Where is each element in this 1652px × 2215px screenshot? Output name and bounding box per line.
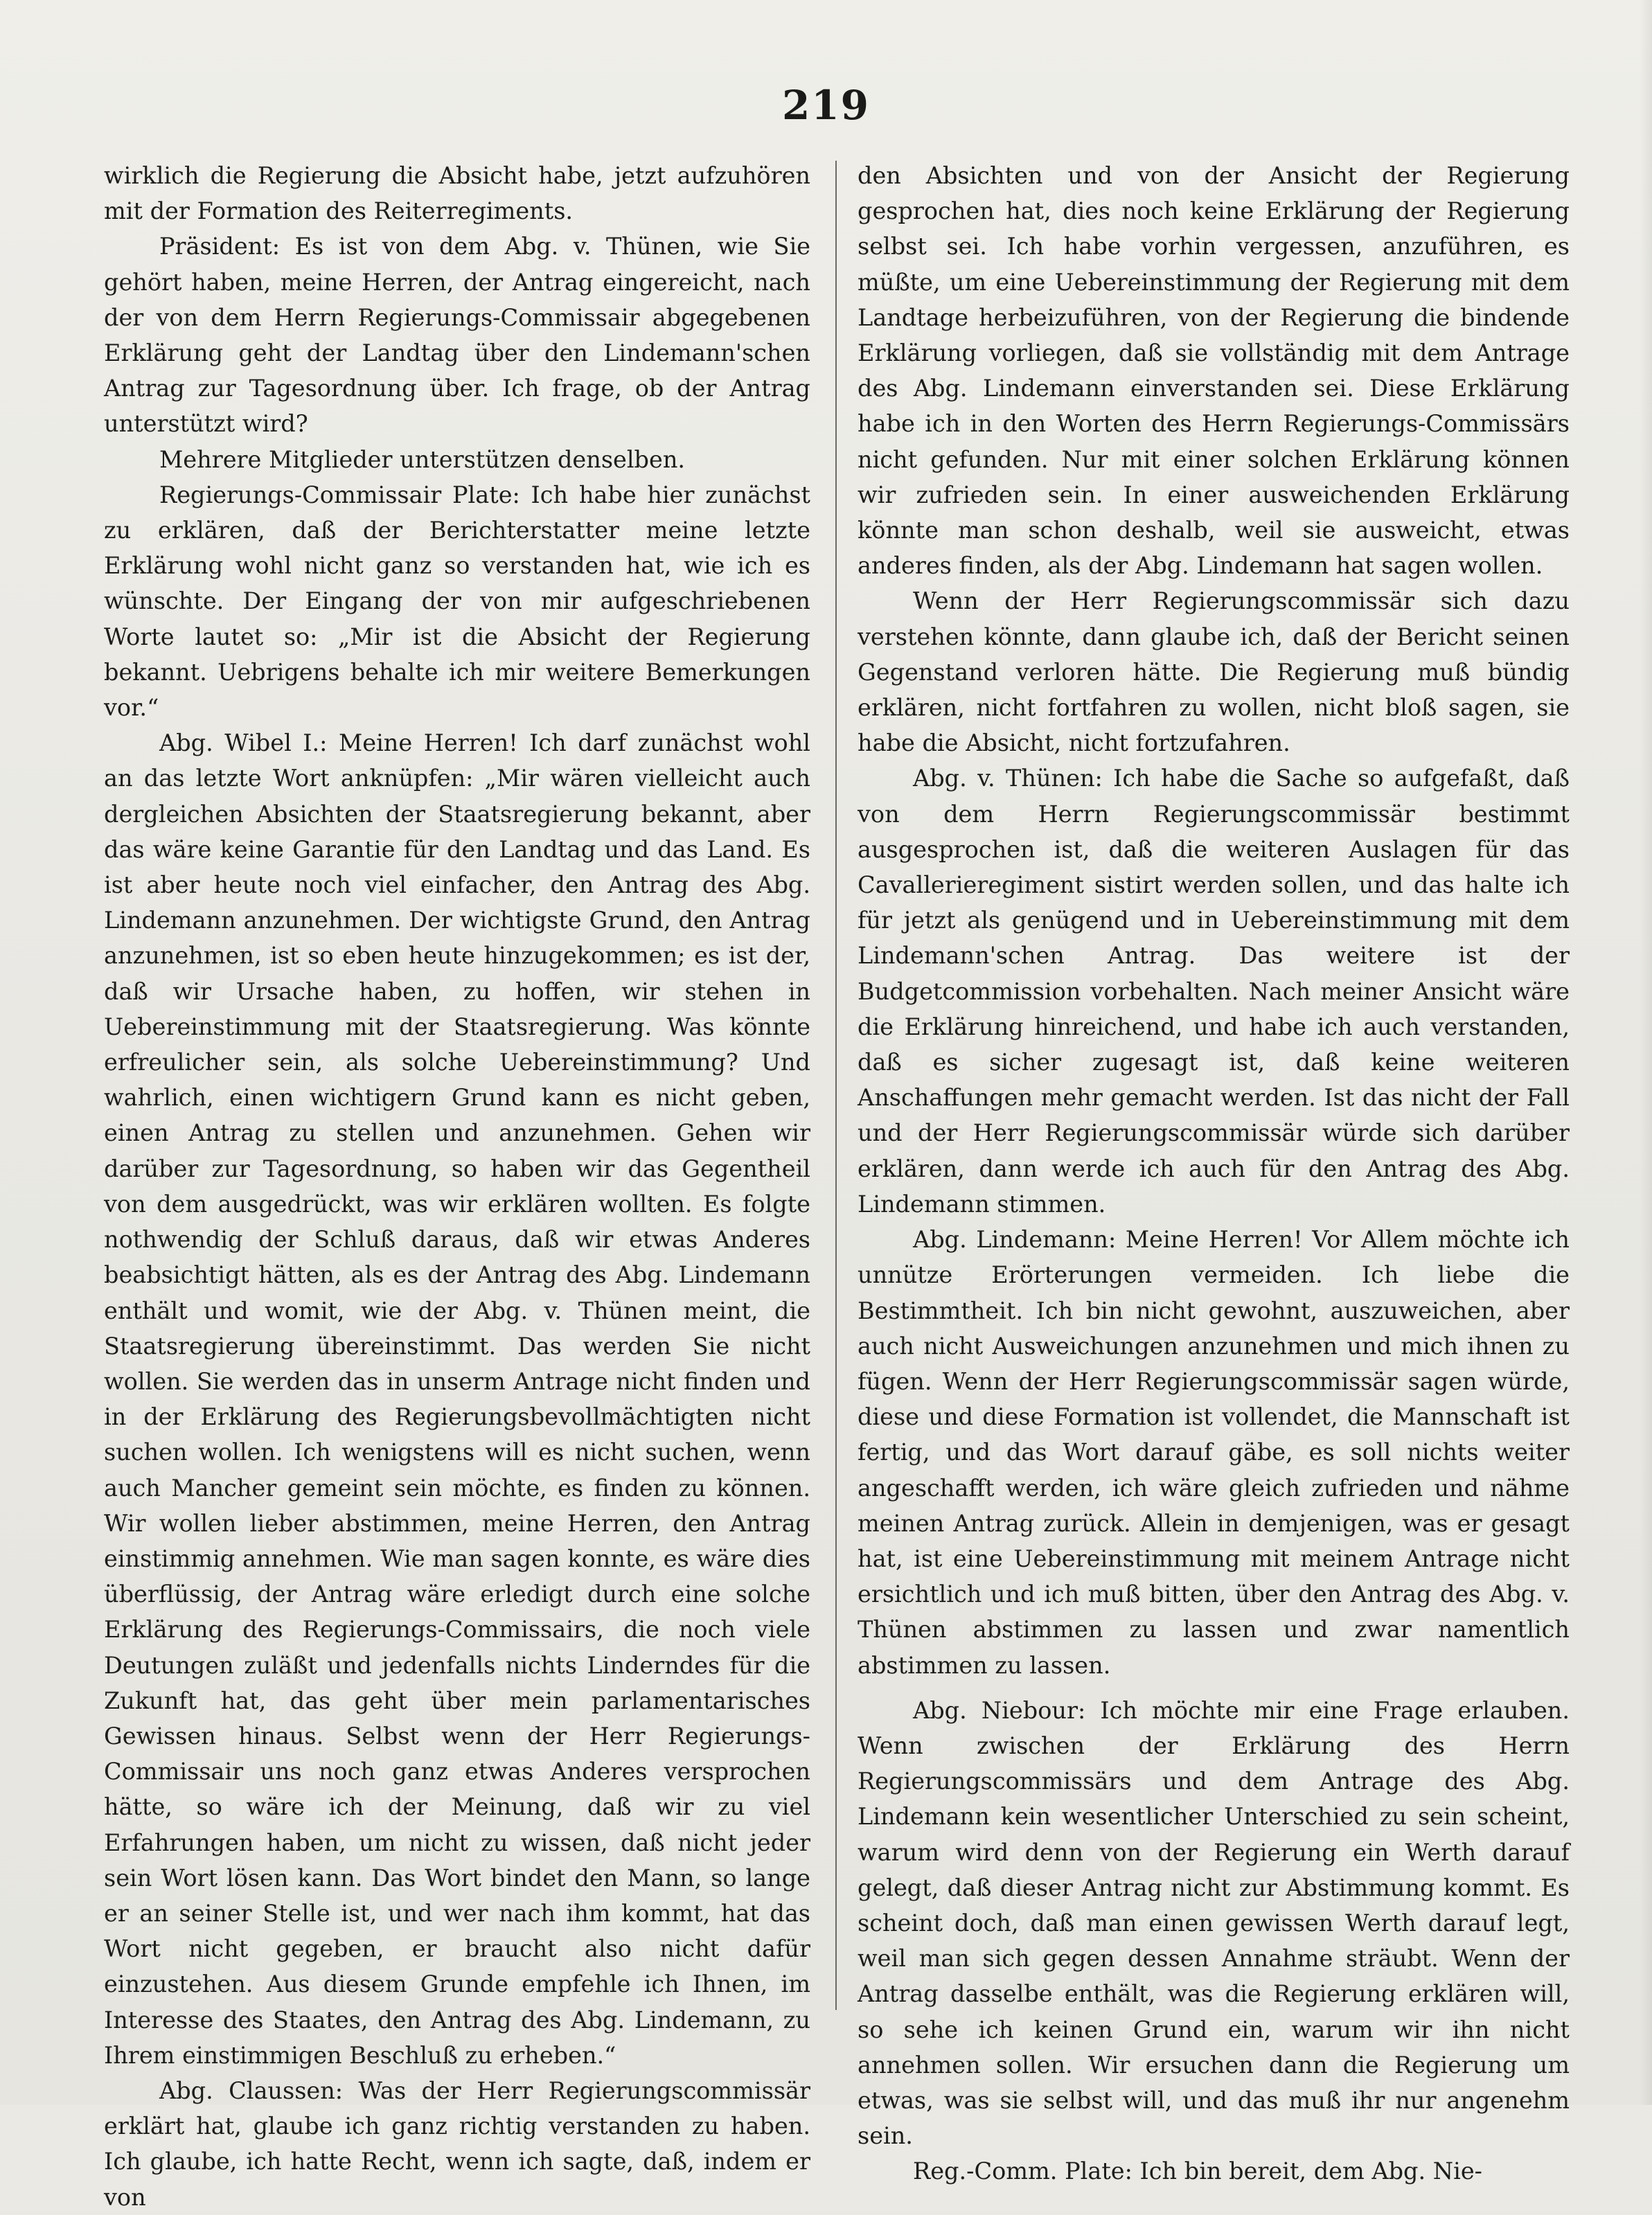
paragraph: Abg. Lindemann: Meine Herren! Vor Allem möchte ich unnütze Erörterungen vermeiden. Ich liebe die Bestimmtheit. Ich bin nicht gewohnt, auszuweichen, aber auch nicht Ausweichungen anzunehmen und mich ihnen zu fügen. Wenn der Herr Regierungscommissär sagen würde, diese und diese Formation ist vollendet, die Mannschaft ist fertig, und das Wort darauf gäbe, es soll nichts weiter angeschafft werden, ich wäre gleich zufrieden und nähme meinen Antrag zurück. Allein in demjenigen, was er gesagt hat, ist eine Uebereinstimmung mit meinem Antrage nicht ersichtlich und ich muß bitten, über den Antrag des Abg. v. Thünen abstimmen zu lassen und zwar namentlich abstimmen zu lassen. — [858, 1226, 1570, 1679]
column-divider — [835, 161, 837, 2010]
left-column — [104, 158, 810, 2215]
paragraph: Abg. Wibel I.: Meine Herren! Ich darf zunächst wohl an das letzte Wort anknüpfen: „Mir wären vielleicht auch dergleichen Absichten der Staatsregierung bekannt, aber das wäre keine Garantie für den Landtag und das Land. Es ist aber heute noch viel einfacher, den Antrag des Abg. Lindemann anzunehmen. Der wichtigste Grund, den Antrag anzunehmen, ist so eben heute hinzugekommen; es ist der, daß wir Ursache haben, zu hoffen, wir stehen in Uebereinstimmung mit der Staatsregierung. Was könnte erfreulicher sein, als solche Uebereinstimmung? Und wahrlich, einen wichtigern Grund kann es nicht geben, einen Antrag zu stellen und anzunehmen. Gehen wir darüber zur Tagesordnung, so haben wir das Gegentheil von dem ausgedrückt, was wir erklären wollten. Es folgte nothwendig der Schluß daraus, daß wir etwas Anderes beabsichtigt hätten, als es der Antrag des Abg. Lindemann enthält und womit, wie der Abg. v. Thünen meint, die Staatsregierung übereinstimmt. Das werden Sie nicht wollen. Sie werden das in unserm Antrage nicht finden und in der Erklärung des Regierungsbevollmächtigten nicht suchen wollen. Ich wenigstens will es nicht suchen, wenn auch Mancher gemeint sein möchte, es finden zu können. Wir wollen lieber abstimmen, meine Herren, den Antrag einstimmig annehmen. Wie man sagen konnte, es wäre dies überflüssig, der Antrag wäre erledigt durch eine solche Erklärung des Regierungs-Commissairs, die noch viele Deutungen zuläßt und jedenfalls nichts Linderndes für die Zukunft hat, das geht über mein parlamentarisches Gewissen hinaus. Selbst wenn der Herr Regierungs-Commissair uns noch ganz etwas Anderes versprochen hätte, so wäre ich der Meinung, daß wir zu viel Erfahrungen haben, um nicht zu wissen, daß nicht jeder sein Wort lösen kann. Das Wort bindet den Mann, so lange er an seiner Stelle ist, und wer nach ihm kommt, hat das Wort nicht gegeben, er braucht also nicht dafür einzustehen. Aus diesem Grunde empfehle ich Ihnen, im Interesse des Staates, den Antrag des Abg. Lindemann, zu Ihrem einstimmigen Beschluß zu erheben.“ — [104, 729, 810, 2069]
paragraph: den Absichten und von der Ansicht der Regierung gesprochen hat, dies noch keine Erklärung der Regierung selbst sei. Ich habe vorhin vergessen, anzuführen, es müßte, um eine Uebereinstimmung der Regierung mit dem Landtage herbeizuführen, von der Regierung die bindende Erklärung vorliegen, daß sie vollständig mit dem Antrage des Abg. Lindemann einverstanden sei. Diese Erklärung habe ich in den Worten des Herrn Regierungs-Commissärs nicht gefunden. Nur mit einer solchen Erklärung können wir zufrieden sein. In einer ausweichenden Erklärung könnte man schon deshalb, weil sie ausweicht, etwas anderes finden, als der Abg. Lindemann hat sagen wollen. — [858, 162, 1570, 580]
paragraph: Mehrere Mitglieder unterstützen denselben. — [159, 445, 686, 473]
paragraph: Abg. v. Thünen: Ich habe die Sache so aufgefaßt, daß von dem Herrn Regierungscommissär bestimmt ausgesprochen ist, daß die weiteren Auslagen für das Cavallerieregiment sistirt werden sollen, und das halte ich für jetzt als genügend und in Uebereinstimmung mit dem Lindemann'schen Antrag. Das weitere ist der Budgetcommission vorbehalten. Nach meiner Ansicht wäre die Erklärung hinreichend, und habe ich auch verstanden, daß es sicher zugesagt ist, daß keine weiteren Anschaffungen mehr gemacht werden. Ist das nicht der Fall und der Herr Regierungscommissär würde sich darüber erklären, dann werde ich auch für den Antrag des Abg. Lindemann stimmen. — [858, 765, 1570, 1218]
paragraph: wirklich die Regierung die Absicht habe, jetzt aufzuhören mit der Formation des Reiterregiments. — [104, 162, 810, 225]
paragraph: Abg. Niebour: Ich möchte mir eine Frage erlauben. Wenn zwischen der Erklärung des Herrn Regierungscommissärs und dem Antrage des Abg. Lindemann kein wesentlicher Unterschied zu sein scheint, warum wird denn von der Regierung ein Werth darauf gelegt, daß dieser Antrag nicht zur Abstimmung kommt. Es scheint doch, daß man einen gewissen Werth darauf legt, weil man sich gegen dessen Annahme sträubt. Wenn der Antrag dasselbe enthält, was die Regierung erklären will, so sehe ich keinen Grund ein, warum wir ihn nicht annehmen sollen. Wir ersuchen dann die Regierung um etwas, was sie selbst will, und das muß ihr nur angenehm sein. — [858, 1696, 1570, 2150]
page-number: 219 — [781, 82, 871, 129]
paragraph: Wenn der Herr Regierungscommissär sich dazu verstehen könnte, dann glaube ich, daß der Bericht seinen Gegenstand verloren hätte. Die Regierung muß bündig erklären, nicht fortfahren zu wollen, nicht bloß sagen, sie habe die Absicht, nicht fortzufahren. — [858, 587, 1570, 757]
paragraph: Präsident: Es ist von dem Abg. v. Thünen, wie Sie gehört haben, meine Herren, der Antrag eingereicht, nach der von dem Herrn Regierungs-Commissair abgegebenen Erklärung geht der Landtag über den Lindemann'schen Antrag zur Tagesordnung über. Ich frage, ob der Antrag unterstützt wird? — [104, 233, 810, 438]
paragraph: Abg. Claussen: Was der Herr Regierungscommissär erklärt hat, glaube ich ganz richtig verstanden zu haben. Ich glaube, ich hatte Recht, wenn ich sagte, daß, indem er von — [104, 2076, 810, 2211]
page-edge-shadow — [1640, 0, 1652, 2105]
right-column — [858, 158, 1570, 2189]
paragraph: Reg.-Comm. Plate: Ich bin bereit, dem Abg. Nie- — [913, 2158, 1482, 2185]
paragraph: Regierungs-Commissair Plate: Ich habe hier zunächst zu erklären, daß der Berichterstatter meine letzte Erklärung wohl nicht ganz so verstanden hat, wie ich es wünschte. Der Eingang der von mir aufgeschriebenen Worte lautet so: „Mir ist die Absicht der Regierung bekannt. Uebrigens behalte ich mir weitere Bemerkungen vor.“ — [104, 481, 810, 722]
